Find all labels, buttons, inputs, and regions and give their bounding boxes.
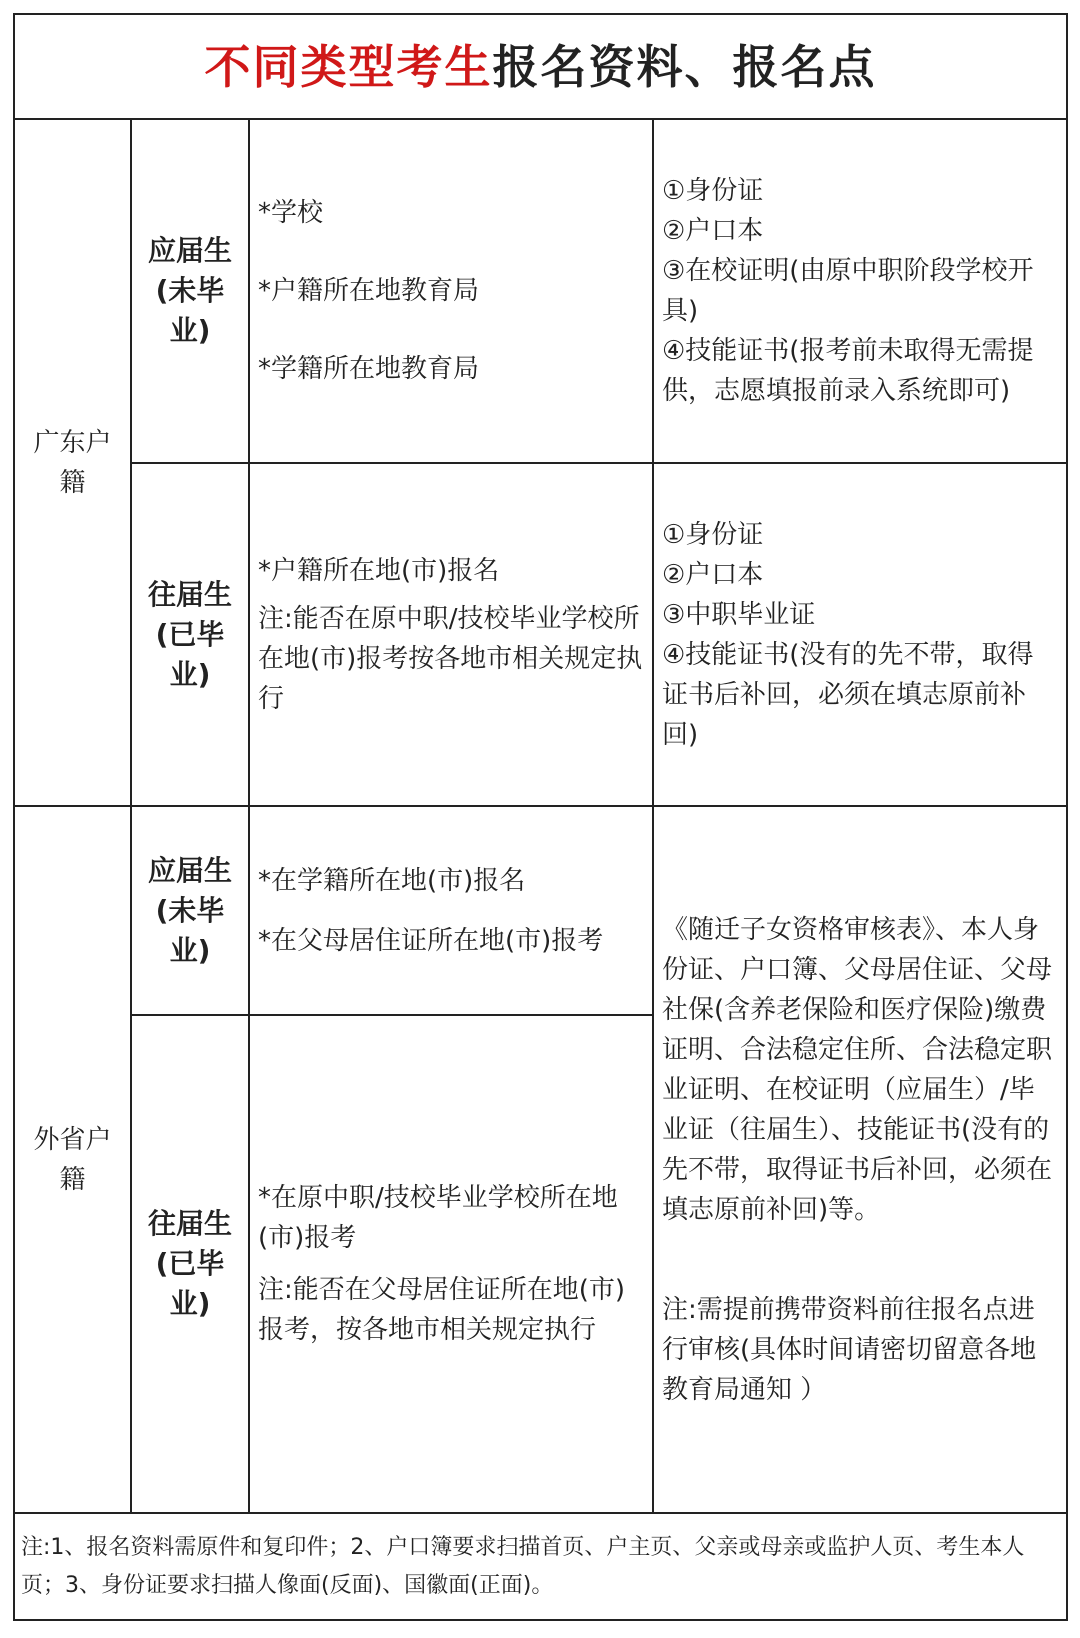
material-note: 注:需提前携带资料前往报名点进行审核(具体时间请密切留意各地教育局通知 ） — [662, 1294, 1037, 1405]
footer-note: 注:1、报名资料需原件和复印件；2、户口簿要求扫描首页、户主页、父亲或母亲或监护人页、考生本人页；3、身份证要求扫描人像面(反面)、国徽面(正面)。 — [14, 1513, 1067, 1620]
places-gd-current — [249, 119, 653, 463]
place: *在原中职/技校毕业学校所在地(市)报考 — [258, 1183, 618, 1253]
material: ④技能证书(报考前未取得无需提供，志愿填报前录入系统即可) — [662, 336, 1034, 406]
places-other-past — [249, 1015, 653, 1513]
region-guangdong: 广东户籍 — [14, 119, 131, 806]
region-other: 外省户籍 — [14, 806, 131, 1513]
place: *在父母居住证所在地(市)报考 — [258, 925, 604, 956]
registration-table — [13, 13, 1068, 1621]
place-note: 注:能否在父母居住证所在地(市)报考，按各地市相关规定执行 — [258, 1275, 626, 1345]
place: *在学籍所在地(市)报名 — [258, 865, 526, 896]
place: *户籍所在地(市)报名 — [258, 555, 500, 586]
title-red: 不同类型考生 — [204, 39, 493, 94]
material: ③在校证明(由原中职阶段学校开具) — [662, 256, 1034, 326]
place: *学校 — [258, 198, 324, 228]
place-note: 注:能否在原中职/技校毕业学校所在地(市)报考按各地市相关规定执行 — [258, 603, 643, 714]
material: ①身份证 — [662, 176, 764, 206]
materials-gd-current — [653, 119, 1067, 463]
material: ④技能证书(没有的先不带，取得证书后补回，必须在填志原前补回) — [662, 639, 1034, 750]
materials-gd-past — [653, 463, 1067, 806]
places-other-current — [249, 806, 653, 1015]
type-gd-current: 应届生(未毕业) — [131, 119, 249, 463]
page-title — [14, 14, 1067, 119]
material: ②户口本 — [662, 216, 764, 246]
material: ①身份证 — [662, 519, 764, 550]
title-black: 报名资料、报名点 — [492, 39, 877, 94]
type-other-current: 应届生(未毕业) — [131, 806, 249, 1015]
place: *户籍所在地教育局 — [258, 276, 480, 306]
places-gd-past — [249, 463, 653, 806]
material: 《随迁子女资格审核表》、本人身份证、户口簿、父母居住证、父母社保(含养老保险和医疗保险)缴费证明、合法稳定住所、合法稳定职业证明、在校证明（应届生）/毕业证（往届生）、技能证书(没有的先不带，取得证书后补回，必须在填志原前补回)等。 — [662, 914, 1053, 1225]
materials-other — [653, 806, 1067, 1513]
place: *学籍所在地教育局 — [258, 354, 480, 384]
type-gd-past: 往届生(已毕业) — [131, 463, 249, 806]
material: ②户口本 — [662, 559, 764, 590]
type-other-past: 往届生(已毕业) — [131, 1015, 249, 1513]
material: ③中职毕业证 — [662, 599, 816, 630]
